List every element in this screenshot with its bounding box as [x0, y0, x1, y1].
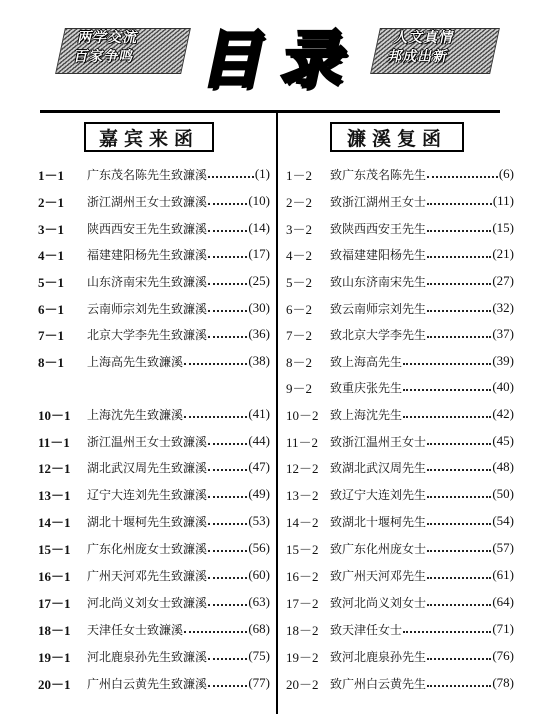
entry-number: 5－1: [38, 274, 65, 290]
dot-leader: [184, 363, 247, 365]
entry-title: 致山东济南宋先生: [330, 274, 427, 289]
entry-number: 15－1: [38, 541, 71, 557]
dot-leader: [208, 283, 247, 285]
entry-page-number: (36): [248, 326, 270, 341]
entry-page-number: (30): [248, 300, 270, 315]
entry-title: 广州天河邓先生致濂溪: [87, 568, 208, 583]
entry-page-number: (47): [248, 459, 270, 474]
slogan-right-line-1: 人文真情: [392, 30, 456, 46]
entry-number: 11－1: [38, 434, 70, 450]
entry-title: 辽宁大连刘先生致濂溪: [87, 487, 208, 502]
toc-entry[interactable]: [286, 456, 514, 478]
dot-leader: [427, 685, 491, 687]
toc-entry[interactable]: [286, 591, 514, 613]
entry-title: 致北京大学李先生: [330, 327, 427, 342]
entry-title: 致陕西西安王先生: [330, 221, 427, 236]
entry-title: 致上海沈先生: [330, 407, 403, 422]
entry-number: 14－2: [286, 514, 319, 530]
entry-title: 致上海高先生: [330, 354, 403, 369]
toc-entry[interactable]: [38, 190, 270, 212]
entry-page-number: (75): [248, 648, 270, 663]
entry-number: 6－2: [286, 301, 313, 317]
header-rule: [40, 110, 500, 113]
dot-leader: [208, 443, 247, 445]
toc-entry[interactable]: [286, 564, 514, 586]
slogan-left-line-1: 两学交流: [76, 30, 140, 46]
entry-page-number: (14): [248, 220, 270, 235]
toc-entry[interactable]: [38, 456, 270, 478]
entry-number: 7－2: [286, 327, 313, 343]
entry-title: 河北鹿泉孙先生致濂溪: [87, 649, 208, 664]
dot-leader: [208, 550, 247, 552]
entry-page-number: (38): [248, 353, 270, 368]
entry-title: 致广东茂名陈先生: [330, 167, 427, 182]
entry-title: 浙江温州王女士致濂溪: [87, 434, 208, 449]
entry-title: 致福建建阳杨先生: [330, 247, 427, 262]
entry-number: 20－1: [38, 676, 71, 692]
dot-leader: [208, 176, 254, 178]
entry-title: 陕西西安王先生致濂溪: [87, 221, 208, 236]
toc-entry[interactable]: [38, 537, 270, 559]
entry-page-number: (10): [248, 193, 270, 208]
dot-leader: [427, 176, 498, 178]
toc-entry[interactable]: [286, 350, 514, 372]
toc-entry[interactable]: [38, 243, 270, 265]
entry-page-number: (68): [248, 621, 270, 636]
dot-leader: [427, 336, 491, 338]
entry-page-number: (42): [492, 406, 514, 421]
dot-leader: [427, 310, 491, 312]
dot-leader: [184, 416, 247, 418]
entry-number: 19－2: [286, 649, 319, 665]
dot-leader: [208, 256, 247, 258]
entry-page-number: (39): [492, 353, 514, 368]
entry-number: 18－1: [38, 622, 71, 638]
entry-number: 10－2: [286, 407, 319, 423]
slogan-right-line-2: 邦成出新: [386, 49, 450, 65]
entry-number: 13－1: [38, 487, 71, 503]
entry-number: 14－1: [38, 514, 71, 530]
dot-leader: [208, 658, 247, 660]
dot-leader: [427, 577, 491, 579]
entry-page-number: (78): [492, 675, 514, 690]
toc-entry[interactable]: [38, 564, 270, 586]
entry-page-number: (63): [248, 594, 270, 609]
entry-page-number: (17): [248, 246, 270, 261]
entry-number: 10－1: [38, 407, 71, 423]
toc-entry[interactable]: [38, 672, 270, 694]
toc-entry[interactable]: [38, 323, 270, 345]
entry-title: 湖北武汉周先生致濂溪: [87, 460, 208, 475]
entry-number: 1－2: [286, 167, 313, 183]
entry-title: 致浙江湖州王女士: [330, 194, 427, 209]
entry-title: 致重庆张先生: [330, 380, 403, 395]
toc-entry[interactable]: [286, 618, 514, 640]
entry-title: 广东茂名陈先生致濂溪: [87, 167, 208, 182]
entry-number: 2－1: [38, 194, 65, 210]
toc-entry[interactable]: [286, 430, 514, 452]
entry-number: 5－2: [286, 274, 313, 290]
toc-entry[interactable]: [286, 672, 514, 694]
toc-entry[interactable]: [38, 645, 270, 667]
dot-leader: [403, 631, 491, 633]
entry-number: 11－2: [286, 434, 319, 450]
entry-title: 致河北尚义刘女士: [330, 595, 427, 610]
column-divider: [276, 113, 278, 714]
toc-entry[interactable]: [38, 618, 270, 640]
entry-number: 9－2: [286, 380, 313, 396]
toc-entry[interactable]: [286, 297, 514, 319]
page-title-char-1: 目: [196, 22, 274, 96]
toc-entry[interactable]: [286, 403, 514, 425]
entry-number: 15－2: [286, 541, 319, 557]
entry-title: 山东济南宋先生致濂溪: [87, 274, 208, 289]
entry-page-number: (54): [492, 513, 514, 528]
toc-entry[interactable]: [286, 270, 514, 292]
section-title-replies: 濂溪复函: [330, 122, 464, 152]
toc-entry[interactable]: [286, 243, 514, 265]
entry-page-number: (40): [492, 379, 514, 394]
entry-number: 12－2: [286, 460, 319, 476]
entry-page-number: (37): [492, 326, 514, 341]
entry-title: 上海沈先生致濂溪: [87, 407, 184, 422]
toc-entry[interactable]: [38, 163, 270, 185]
entry-title: 致天津任女士: [330, 622, 403, 637]
entry-number: 19－1: [38, 649, 71, 665]
dot-leader: [208, 336, 247, 338]
entry-title: 河北尚义刘女士致濂溪: [87, 595, 208, 610]
dot-leader: [208, 469, 247, 471]
entry-page-number: (49): [248, 486, 270, 501]
entry-number: 16－1: [38, 568, 71, 584]
entry-number: 4－1: [38, 247, 65, 263]
entry-title: 致广东化州庞女士: [330, 541, 427, 556]
toc-entry[interactable]: [286, 323, 514, 345]
entry-number: 17－2: [286, 595, 319, 611]
dot-leader: [427, 550, 491, 552]
page-title-char-2: 录: [276, 22, 354, 96]
entry-number: 17－1: [38, 595, 71, 611]
toc-entry[interactable]: [286, 537, 514, 559]
entry-page-number: (50): [492, 486, 514, 501]
dot-leader: [184, 631, 247, 633]
toc-entry[interactable]: [38, 350, 270, 372]
toc-entry[interactable]: [38, 430, 270, 452]
entry-number: 1－1: [38, 167, 65, 183]
entry-page-number: (6): [498, 166, 514, 181]
dot-leader: [427, 443, 491, 445]
entry-number: 4－2: [286, 247, 313, 263]
dot-leader: [403, 389, 491, 391]
entry-number: 16－2: [286, 568, 319, 584]
entry-page-number: (76): [492, 648, 514, 663]
toc-entry[interactable]: [286, 510, 514, 532]
entry-page-number: (53): [248, 513, 270, 528]
entry-title: 致河北鹿泉孙先生: [330, 649, 427, 664]
entry-page-number: (61): [492, 567, 514, 582]
entry-page-number: (27): [492, 273, 514, 288]
dot-leader: [403, 416, 491, 418]
entry-title: 福建建阳杨先生致濂溪: [87, 247, 208, 262]
dot-leader: [208, 523, 247, 525]
toc-entry[interactable]: [38, 297, 270, 319]
entry-title: 云南师宗刘先生致濂溪: [87, 301, 208, 316]
toc-entry[interactable]: [38, 270, 270, 292]
entry-title: 致云南师宗刘先生: [330, 301, 427, 316]
entry-page-number: (11): [492, 193, 514, 208]
dot-leader: [208, 203, 247, 205]
entry-number: 20－2: [286, 676, 319, 692]
entry-page-number: (25): [248, 273, 270, 288]
toc-entry[interactable]: [286, 483, 514, 505]
entry-title: 广州白云黄先生致濂溪: [87, 676, 208, 691]
section-title-guest-letters: 嘉宾来函: [84, 122, 214, 152]
entry-title: 致浙江温州王女士: [330, 434, 427, 449]
toc-entry[interactable]: [38, 403, 270, 425]
entry-title: 致辽宁大连刘先生: [330, 487, 427, 502]
entry-number: 3－1: [38, 221, 65, 237]
entry-page-number: (41): [248, 406, 270, 421]
entry-page-number: (32): [492, 300, 514, 315]
entry-title: 北京大学李先生致濂溪: [87, 327, 208, 342]
entry-number: 8－1: [38, 354, 65, 370]
dot-leader: [427, 658, 491, 660]
entry-title: 湖北十堰柯先生致濂溪: [87, 514, 208, 529]
entry-title: 广东化州庞女士致濂溪: [87, 541, 208, 556]
toc-entry[interactable]: [286, 163, 514, 185]
entry-number: 3－2: [286, 221, 313, 237]
entry-page-number: (48): [492, 459, 514, 474]
dot-leader: [427, 203, 492, 205]
entry-page-number: (60): [248, 567, 270, 582]
toc-entry[interactable]: [286, 645, 514, 667]
toc-entry[interactable]: [38, 483, 270, 505]
entry-number: 18－2: [286, 622, 319, 638]
dot-leader: [208, 604, 247, 606]
dot-leader: [427, 523, 491, 525]
toc-entry[interactable]: [38, 591, 270, 613]
entry-number: 6－1: [38, 301, 65, 317]
toc-entry[interactable]: [286, 217, 514, 239]
entry-number: 12－1: [38, 460, 71, 476]
toc-entry[interactable]: [286, 190, 514, 212]
dot-leader: [427, 283, 491, 285]
dot-leader: [427, 469, 491, 471]
entry-title: 上海高先生致濂溪: [87, 354, 184, 369]
dot-leader: [208, 310, 247, 312]
dot-leader: [427, 256, 491, 258]
entry-page-number: (77): [248, 675, 270, 690]
header-banner: [0, 0, 539, 100]
dot-leader: [427, 604, 491, 606]
entry-number: 13－2: [286, 487, 319, 503]
entry-page-number: (45): [492, 433, 514, 448]
entry-title: 致广州天河邓先生: [330, 568, 427, 583]
entry-page-number: (56): [248, 540, 270, 555]
entry-page-number: (21): [492, 246, 514, 261]
entry-page-number: (57): [492, 540, 514, 555]
dot-leader: [208, 577, 247, 579]
entry-number: 7－1: [38, 327, 65, 343]
dot-leader: [208, 685, 247, 687]
entry-title: 致广州白云黄先生: [330, 676, 427, 691]
toc-entry[interactable]: [286, 376, 514, 398]
dot-leader: [208, 230, 247, 232]
entry-page-number: (15): [492, 220, 514, 235]
dot-leader: [403, 363, 491, 365]
dot-leader: [427, 230, 491, 232]
toc-entry[interactable]: [38, 510, 270, 532]
toc-entry[interactable]: [38, 217, 270, 239]
entry-page-number: (1): [254, 166, 270, 181]
slogan-left-line-2: 百家争鸣: [72, 49, 136, 65]
entry-title: 天津任女士致濂溪: [87, 622, 184, 637]
entry-title: 致湖北十堰柯先生: [330, 514, 427, 529]
entry-title: 浙江湖州王女士致濂溪: [87, 194, 208, 209]
dot-leader: [427, 496, 491, 498]
entry-title: 致湖北武汉周先生: [330, 460, 427, 475]
entry-page-number: (64): [492, 594, 514, 609]
entry-page-number: (44): [248, 433, 270, 448]
dot-leader: [208, 496, 247, 498]
entry-number: 2－2: [286, 194, 313, 210]
entry-page-number: (71): [492, 621, 514, 636]
entry-number: 8－2: [286, 354, 313, 370]
